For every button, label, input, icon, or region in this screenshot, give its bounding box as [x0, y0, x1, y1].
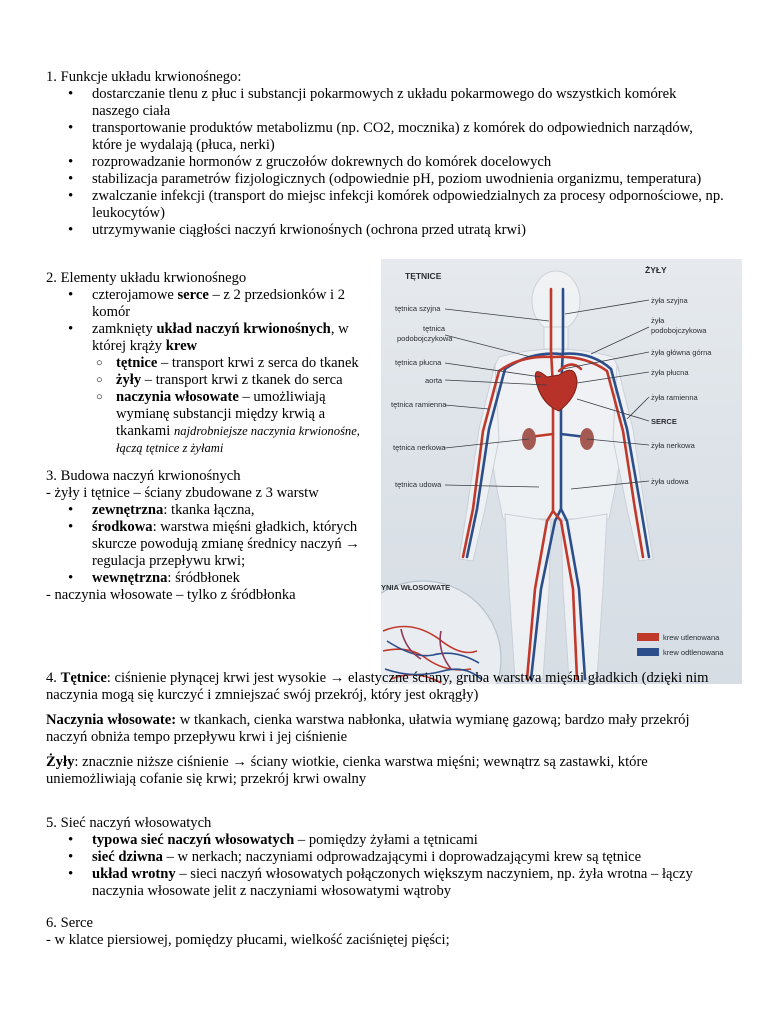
text: – umożliwiają wymianę substancji między krwią a tkankami	[116, 389, 326, 439]
text: – pomiędzy żyłami a tętnicami	[294, 832, 478, 848]
bold-text: naczynia włosowate	[116, 389, 239, 405]
bold-text: Żyły	[46, 754, 75, 770]
list-item: • dostarczanie tlenu z płuc i substancji pokarmowych z układu pokarmowego do wszystkich komórek naszego ciała	[46, 86, 726, 120]
section-heading: 1. Funkcje układu krwionośnego:	[46, 69, 242, 85]
label-jugular-vein: żyła szyjna	[651, 296, 688, 305]
legend	[637, 633, 724, 657]
label-renal-artery: tętnica nerkowa	[393, 443, 446, 452]
legend-deoxygenated: krew odtlenowana	[663, 648, 724, 657]
outro-line: - naczynia włosowate – tylko z śródbłonka	[46, 587, 296, 603]
label-superior-vena-cava: żyła główna górna	[651, 348, 712, 357]
list-item: • stabilizacja parametrów fizjologicznych (odpowiednie pH, poziom uwodnienia organizmu, temperatura)	[46, 171, 726, 188]
text: : znacznie niższe ciśnienie → ściany wiotkie, cienka warstwa mięśni; wewnątrz są zastawki, które uniemożliwiają cofanie się krwi; przekrój krwi owalny	[46, 754, 648, 787]
bullet-list	[46, 832, 726, 900]
text: 4.	[46, 670, 61, 686]
label-femoral-vein: żyła udowa	[651, 477, 689, 486]
label-pulmonary-vein: żyła płucna	[651, 368, 689, 377]
section-functions	[46, 69, 726, 239]
list-item: • zwalczanie infekcji (transport do miejsc infekcji komórek odpowiedzialnych za procesy odpornościowe, np. leukocytów)	[46, 188, 726, 222]
text: : śródbłonek	[167, 570, 240, 586]
list-item	[46, 849, 726, 866]
bold-text: środkowa	[92, 519, 153, 535]
bold-text: tętnice	[116, 355, 158, 371]
text: – w nerkach; naczyniami odprowadzającymi i doprowadzającymi krew są tętnice	[162, 849, 642, 865]
list-item	[46, 866, 726, 900]
list-item	[46, 570, 376, 587]
text: czterojamowe	[92, 287, 178, 303]
bold-text: serce	[177, 287, 209, 303]
list-item: • rozprowadzanie hormonów z gruczołów dokrewnych do komórek docelowych	[46, 154, 726, 171]
paragraph-veins	[46, 754, 726, 788]
label-heart: SERCE	[651, 417, 677, 426]
sub-list	[46, 355, 376, 457]
section-heading: 2. Elementy układu krwionośnego	[46, 270, 247, 286]
section-heading: 5. Sieć naczyń włosowatych	[46, 815, 212, 831]
list-item	[46, 287, 376, 321]
bold-text: zewnętrzna	[92, 502, 164, 518]
italic-note: najdrobniejsze naczynia krwionośne, łączą tętnice z żyłami	[116, 424, 360, 455]
section-elements	[46, 270, 376, 457]
text: w tkankach, cienka warstwa nabłonka, ułatwia wymianę gazową; bardzo mały przekrój naczyń obniża tempo przepływu krwi i jej ciśnienie	[46, 712, 690, 745]
list-item: • utrzymywanie ciągłości naczyń krwionośnych (ochrona przed utratą krwi)	[46, 222, 726, 239]
sub-item	[46, 372, 376, 389]
text: : warstwa mięśni gładkich, których skurcze powodują zmianę średnicy naczyń → regulacja przepływu krwi;	[92, 519, 360, 569]
label-pulmonary-artery: tętnica płucna	[395, 358, 442, 367]
text: – transport krwi z serca do tkanek	[157, 355, 359, 371]
bold-text: Tętnice	[60, 670, 107, 686]
bold-text: żyły	[116, 372, 142, 388]
section-vessel-types	[46, 670, 726, 788]
list-item: • transportowanie produktów metabolizmu (np. CO2, mocznika) z komórek do odpowiednich narządów, które je wydalają (płuca, nerki)	[46, 120, 726, 154]
legend-swatch-red	[637, 633, 659, 641]
label-brachial-vein: żyła ramienna	[651, 393, 698, 402]
bold-text: sieć dziwna	[92, 849, 163, 865]
bold-text: wewnętrzna	[92, 570, 168, 586]
title-left: TĘTNICE	[405, 271, 442, 281]
list-item	[46, 519, 376, 570]
text: – sieci naczyń włosowatych połączonych większym naczyniem, np. żyła wrotna – łączy naczynia włosowate jelit z naczyniami włosowatymi wątroby	[92, 866, 693, 899]
title-right: ŻYŁY	[645, 265, 667, 275]
bold-text: układ wrotny	[92, 866, 176, 882]
label-renal-vein: żyła nerkowa	[651, 441, 695, 450]
intro-line: - żyły i tętnice – ściany zbudowane z 3 warstw	[46, 485, 319, 501]
label-subclavian-artery-2: podobojczykowa	[397, 334, 453, 343]
section-heart	[46, 915, 726, 949]
list-item	[46, 502, 376, 519]
section-heading: 6. Serce	[46, 915, 94, 931]
bold-text: typowa sieć naczyń włosowatych	[92, 832, 295, 848]
sub-item	[46, 389, 376, 457]
text: – z 2 przedsionków i 2 komór	[92, 287, 346, 320]
paragraph-capillaries	[46, 712, 726, 746]
label-femoral-artery: tętnica udowa	[395, 480, 442, 489]
label-subclavian-vein-2: podobojczykowa	[651, 326, 707, 335]
label-brachial-artery: tętnica ramienna	[391, 400, 447, 409]
label-carotid-artery: tętnica szyjna	[395, 304, 441, 313]
anatomy-svg	[381, 259, 742, 684]
legend-swatch-blue	[637, 648, 659, 656]
bold-text: krew	[165, 338, 198, 354]
heart-line: - w klatce piersiowej, pomiędzy płucami, wielkość zaciśniętej pięści;	[46, 932, 450, 948]
section-vessel-structure	[46, 468, 376, 604]
bullet-list	[46, 287, 376, 355]
label-aorta: aorta	[425, 376, 443, 385]
circulatory-system-illustration	[381, 259, 742, 684]
text: : tkanka łączna,	[163, 502, 255, 518]
section-heading: 3. Budowa naczyń krwionośnych	[46, 468, 241, 484]
section-capillary-network	[46, 815, 726, 900]
paragraph-arteries	[46, 670, 726, 704]
sub-item	[46, 355, 376, 372]
legend-oxygenated: krew utlenowana	[663, 633, 720, 642]
label-subclavian-artery-1: tętnica	[423, 324, 446, 333]
text: zamknięty	[92, 321, 157, 337]
bullet-list	[46, 502, 376, 587]
bold-text: Naczynia włosowate:	[46, 712, 177, 728]
bullet-list	[46, 86, 726, 239]
label-capillaries: YNIA WŁOSOWATE	[381, 583, 451, 592]
text: – transport krwi z tkanek do serca	[141, 372, 343, 388]
bold-text: układ naczyń krwionośnych	[156, 321, 331, 337]
label-subclavian-vein-1: żyła	[651, 316, 665, 325]
text: , w której krąży	[92, 321, 349, 354]
list-item	[46, 321, 376, 355]
capillaries-inset	[381, 581, 501, 684]
text: : ciśnienie płynącej krwi jest wysokie → elastyczne ściany, gruba warstwa mięśni gładkich (dzięki nim naczynia mogą się kurczyć i zmniejszać swój przekrój, który jest okrągły)	[46, 670, 709, 703]
list-item	[46, 832, 726, 849]
